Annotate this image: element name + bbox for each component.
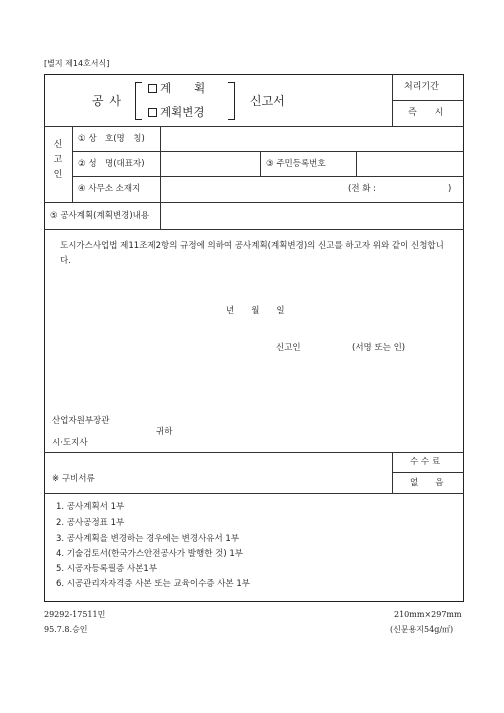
document-item: 5. 시공자등록필증 사본1부	[56, 564, 158, 574]
name-label: ② 성 명(대표자)	[78, 159, 145, 169]
divider	[356, 151, 357, 176]
fee-header: 수 수 료	[410, 457, 441, 467]
footer-size: 210mm×297mm	[394, 610, 462, 619]
option-plan: 계 획	[148, 83, 205, 95]
trade-name-label: ① 상 호(명 칭)	[78, 134, 145, 144]
name-field[interactable]	[162, 153, 258, 174]
address-field[interactable]	[162, 178, 342, 200]
divider	[392, 100, 464, 101]
date-line: 년 월 일	[226, 306, 285, 316]
divider	[44, 452, 464, 453]
divider	[160, 202, 161, 229]
divider	[260, 151, 261, 176]
divider	[44, 493, 464, 494]
recipient-line1: 산업자원부장관	[52, 416, 110, 426]
recipient-line2: 시·도지사	[52, 438, 88, 448]
processing-value: 즉 시	[408, 108, 444, 118]
divider	[44, 126, 464, 127]
reg-number-label: ③ 주민등록번호	[266, 159, 326, 169]
phone-field[interactable]	[386, 178, 444, 200]
footer-paper: (신문용지54g/㎡)	[390, 625, 454, 634]
signature-hint: (서명 또는 인)	[352, 343, 406, 353]
content-label: ⑤ 공사계획(계획변경)내용	[50, 211, 150, 221]
phone-label: (전 화 :	[348, 184, 377, 194]
form-number: [별지 제14호서식]	[44, 59, 110, 68]
divider	[44, 202, 464, 203]
option-change: 계획변경	[148, 107, 204, 119]
footer-approval: 95.7.8.승인	[44, 625, 88, 634]
address-label: ④ 사무소 소재지	[78, 184, 141, 194]
divider	[392, 472, 464, 473]
signer-label: 신고인	[276, 343, 301, 353]
checkbox-change[interactable]	[148, 108, 157, 117]
divider	[72, 176, 464, 177]
divider	[72, 127, 73, 202]
title-left: 공 사	[92, 94, 122, 108]
divider	[44, 229, 464, 230]
divider	[72, 151, 464, 152]
recipient-suffix: 귀하	[156, 427, 173, 437]
bracket-left	[135, 82, 142, 120]
document-item: 6. 시공관리자자격증 사본 또는 교육이수증 사본 1부	[56, 579, 250, 589]
footer-code: 29292-17511민	[44, 610, 106, 619]
document-item: 1. 공사계획서 1부	[56, 502, 125, 512]
title-right: 신고서	[250, 94, 285, 108]
checkbox-plan[interactable]	[148, 84, 157, 93]
phone-close: )	[448, 184, 452, 194]
document-item: 4. 기술검토서(한국가스안전공사가 발행한 것) 1부	[56, 549, 243, 559]
document-item: 2. 공사공정표 1부	[56, 518, 125, 528]
divider	[392, 75, 393, 127]
processing-header: 처리기간	[404, 82, 439, 92]
bracket-right	[228, 82, 235, 120]
content-field[interactable]	[162, 204, 462, 227]
document-item: 3. 공사계획을 변경하는 경우에는 변경사유서 1부	[56, 534, 240, 544]
divider	[160, 127, 161, 202]
trade-name-field[interactable]	[162, 129, 462, 149]
statement-text: 도시가스사업법 제11조제2항의 규정에 의하여 공사계획(계획변경)의 신고를 하고자 위와 같이 신청합니다.	[60, 241, 444, 266]
applicant-section-label: 신 고 인	[53, 140, 63, 180]
documents-header: ※ 구비서류	[52, 474, 95, 484]
reg-number-field[interactable]	[358, 153, 462, 174]
fee-value: 없 음	[410, 478, 444, 488]
